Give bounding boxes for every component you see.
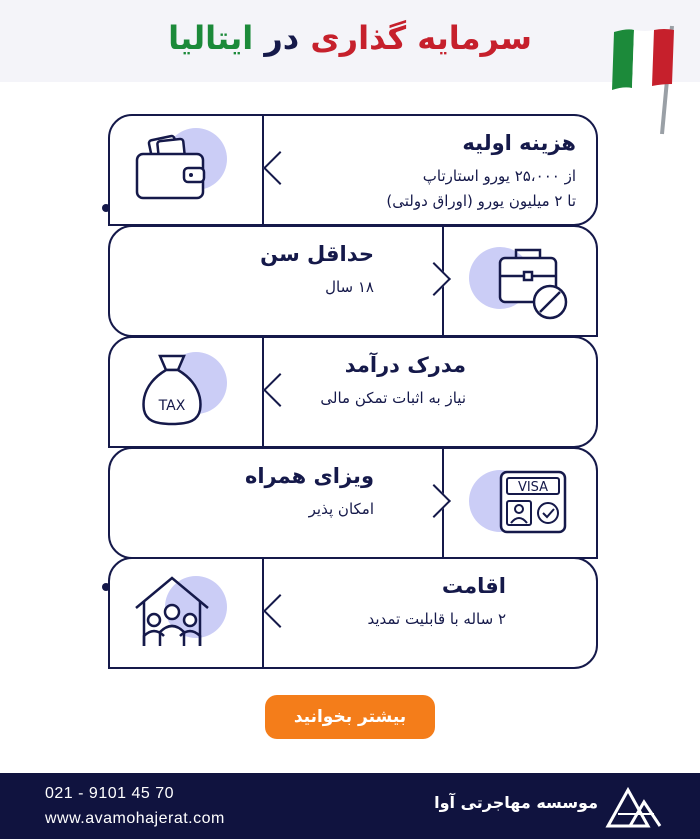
row-desc-line: نیاز به اثبات تمکن مالی (320, 389, 466, 407)
row-title: ویزای همراه (244, 464, 374, 488)
row-pointer (263, 151, 297, 185)
row-text (367, 569, 506, 632)
read-more-button[interactable]: بیشتر بخوانید (265, 695, 435, 739)
page-title (0, 14, 700, 62)
row-desc-line: تا ۲ میلیون یورو (اوراق دولتی) (386, 192, 576, 210)
row-pointer (417, 484, 451, 518)
row-pointer (263, 373, 297, 407)
italy-flag-icon (606, 22, 686, 142)
row-text (260, 237, 374, 300)
visa-label: VISA (517, 480, 549, 495)
row-desc-line: امکان پذیر (308, 500, 374, 518)
family-home-icon (132, 574, 212, 650)
title-part-in: در (264, 19, 300, 57)
row-pointer (263, 594, 297, 628)
tax-bag-icon (138, 352, 206, 428)
row-text (245, 459, 374, 522)
row-pointer (417, 262, 451, 296)
connector-dot (102, 204, 110, 212)
row-desc-line: ۱۸ سال (325, 278, 374, 296)
row-desc-line: از ۲۵،۰۰۰ یورو استارتاپ (422, 167, 576, 185)
row-title: مدرک درآمد (344, 353, 466, 377)
row-title: هزینه اولیه (462, 131, 576, 155)
briefcase-no-icon (496, 246, 572, 324)
row-text (386, 126, 576, 214)
footer-phone[interactable]: 021 - 9101 45 70 (45, 785, 174, 802)
title-part-investment: سرمایه گذاری (310, 19, 532, 57)
row-divider (262, 559, 264, 667)
footer-website-link[interactable]: www.avamohajerat.com (45, 810, 225, 827)
connector-dot (102, 583, 110, 591)
row-title: حداقل سن (260, 242, 374, 266)
row-divider (262, 338, 264, 446)
row-title: اقامت (441, 574, 506, 598)
row-divider (262, 116, 264, 224)
title-part-italy: ایتالیا (168, 19, 254, 57)
row-desc-line: ۲ ساله با قابلیت تمدید (367, 610, 506, 628)
tax-label: TAX (158, 398, 186, 414)
footer-company-name: موسسه مهاجرتی آوا (434, 793, 598, 812)
wallet-icon (134, 132, 208, 202)
ava-logo-icon (604, 784, 666, 830)
visa-card-icon (498, 469, 568, 535)
page-footer (0, 773, 700, 839)
row-text (320, 348, 466, 411)
